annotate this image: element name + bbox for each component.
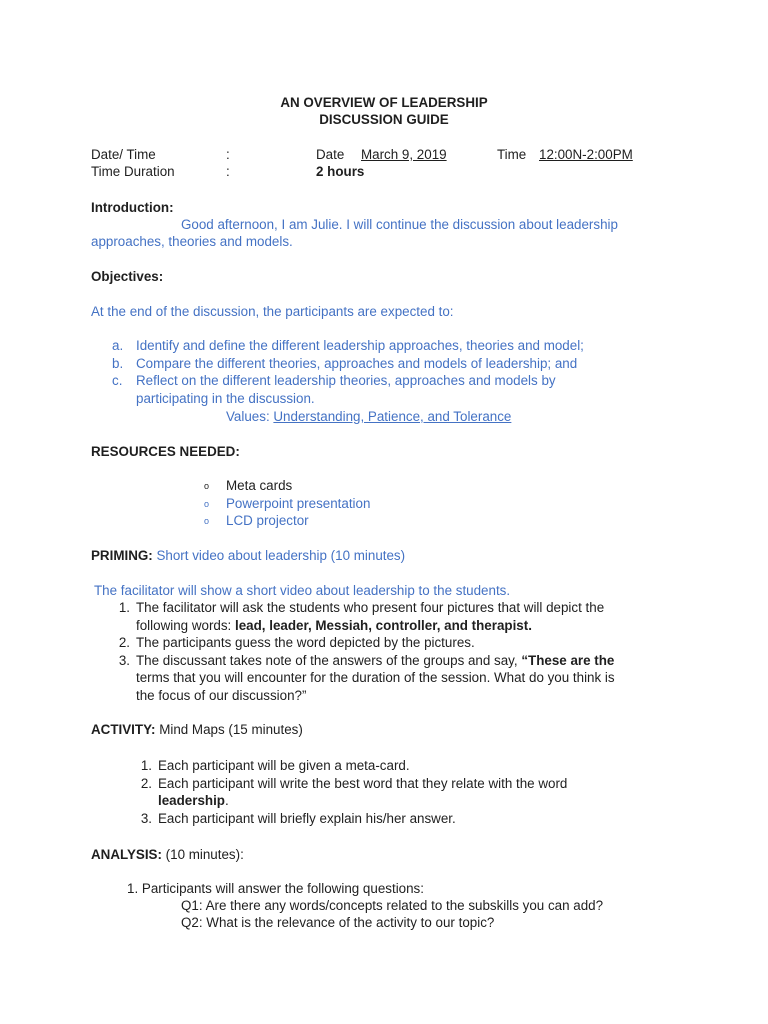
priming-text: Short video about leadership (10 minutes)	[152, 548, 406, 563]
list-item-continuation: participating in the discussion.	[136, 390, 315, 406]
list-item: b. Compare the different theories, approaches and models of leadership; and	[112, 355, 578, 371]
priming-line	[91, 547, 405, 565]
time-label: Time	[497, 147, 527, 162]
bullet-marker: o	[204, 498, 210, 509]
list-item: 1. Each participant will be given a meta-card.	[158, 757, 567, 775]
values-label: Values:	[226, 409, 274, 424]
list-item-continuation: the focus of our discussion?”	[136, 687, 307, 703]
introduction-line-1: Good afternoon, I am Julie. I will continue the discussion about leadership	[181, 217, 618, 232]
date-time-colon: :	[226, 147, 230, 162]
time-duration-colon: :	[226, 164, 230, 179]
list-item: 2. Each participant will write the best word that they relate with the word	[158, 775, 567, 793]
priming-intro: The facilitator will show a short video about leadership to the students.	[94, 583, 511, 598]
activity-label: ACTIVITY:	[91, 722, 156, 737]
resources-list	[204, 477, 371, 530]
document-title: AN OVERVIEW OF LEADERSHIP	[280, 95, 488, 110]
analysis-item-1: 1. Participants will answer the following questions:	[127, 881, 424, 896]
list-item: 3. The discussant takes note of the answers of the groups and say, “These are the	[136, 652, 615, 670]
bullet-marker: o	[204, 516, 210, 526]
objectives-intro: At the end of the discussion, the participants are expected to:	[91, 304, 454, 319]
list-marker: a.	[112, 338, 124, 353]
list-item-continuation: following words: lead, leader, Messiah, controller, and therapist.	[136, 617, 532, 633]
analysis-line	[91, 846, 244, 864]
list-marker: 3.	[118, 652, 130, 668]
values-line	[226, 408, 511, 426]
resources-heading: RESOURCES NEEDED:	[91, 444, 240, 459]
introduction-line-2: approaches, theories and models.	[91, 234, 293, 249]
list-item: o Meta cards	[226, 477, 370, 495]
list-item: o LCD projector	[226, 512, 370, 530]
list-marker: 2.	[118, 635, 130, 650]
list-marker: 3.	[140, 810, 152, 826]
list-marker: 1.	[140, 758, 152, 773]
time-value: 12:00N-2:00PM	[539, 147, 633, 162]
date-time-label: Date/ Time	[91, 147, 156, 162]
list-item-continuation: leadership.	[158, 793, 229, 808]
analysis-label: ANALYSIS:	[91, 847, 162, 862]
priming-label: PRIMING:	[91, 548, 153, 563]
analysis-text: (10 minutes):	[161, 847, 244, 862]
activity-text: Mind Maps (15 minutes)	[155, 722, 303, 737]
list-item-continuation: terms that you will encounter for the duration of the session. What do you think is	[136, 670, 615, 685]
list-marker: 2.	[140, 775, 152, 791]
date-value: March 9, 2019	[361, 147, 447, 162]
priming-list	[118, 599, 615, 704]
list-item: 3. Each participant will briefly explain his/her answer.	[158, 810, 567, 828]
list-marker: b.	[112, 355, 124, 371]
analysis-question-1: Q1: Are there any words/concepts related to the subskills you can add?	[181, 898, 604, 913]
objectives-list	[112, 337, 584, 407]
objectives-heading: Objectives:	[91, 269, 164, 284]
date-label: Date	[316, 147, 345, 162]
values-text: Understanding, Patience, and Tolerance	[273, 409, 512, 424]
duration-value: 2 hours	[316, 164, 365, 179]
activity-list	[140, 757, 568, 827]
introduction-heading: Introduction:	[91, 200, 174, 215]
time-duration-label: Time Duration	[91, 164, 175, 179]
list-item: c. Reflect on the different leadership theories, approaches and models by	[112, 373, 556, 388]
list-item: 1. The facilitator will ask the students who present four pictures that will depict the	[136, 599, 615, 617]
bullet-marker: o	[204, 481, 210, 491]
document-subtitle: DISCUSSION GUIDE	[319, 112, 449, 127]
activity-line	[91, 721, 303, 739]
list-marker: c.	[112, 373, 123, 388]
analysis-question-2: Q2: What is the relevance of the activity to our topic?	[181, 915, 495, 930]
list-item: o Powerpoint presentation	[226, 495, 370, 513]
list-marker: 1.	[118, 600, 130, 615]
list-item: a. Identify and define the different leadership approaches, theories and model;	[112, 338, 584, 353]
list-item: 2. The participants guess the word depicted by the pictures.	[136, 634, 615, 652]
